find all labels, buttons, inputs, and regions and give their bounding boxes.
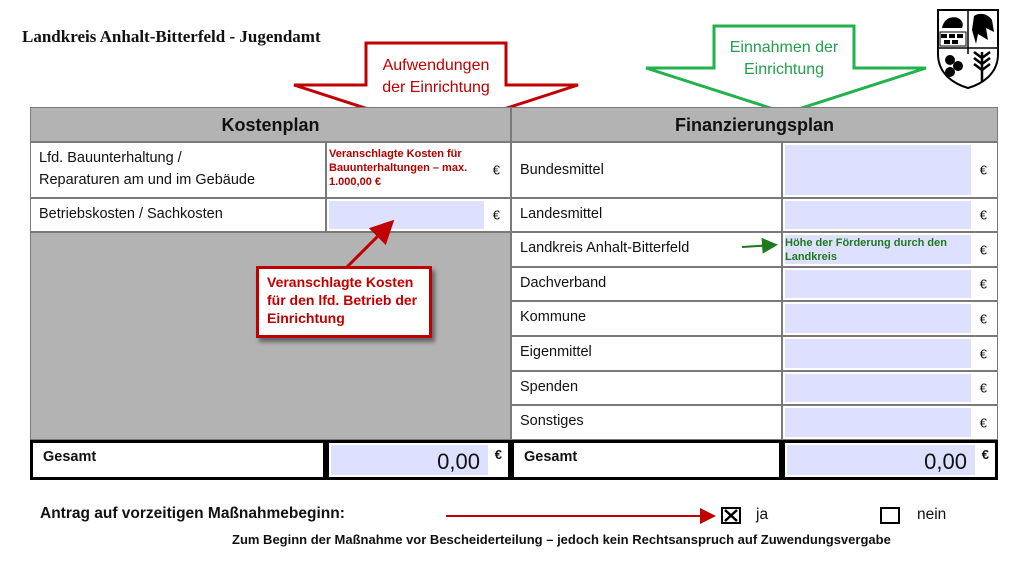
euro-sign: € [979,415,987,430]
euro-sign: € [979,346,987,361]
kosten-total-value: 0,00 [437,449,480,474]
finanz-row-label: Kommune [511,301,782,336]
antrag-footnote: Zum Beginn der Maßnahme vor Bescheiderteilung – jedoch kein Rechtsanspruch auf Zuwendungsvergabe [232,532,891,547]
euro-sign: € [981,447,989,462]
ja-label: ja [756,506,769,523]
finanz-row-label: Landkreis Anhalt-Bitterfeld [511,232,782,267]
euro-sign: € [979,311,987,326]
finanz-row-label: Sonstiges [511,405,782,440]
kosten-row-label: Betriebskosten / Sachkosten [30,198,326,232]
finanz-total-label: Gesamt [511,440,782,480]
euro-sign: € [979,380,987,396]
bauunterhaltung-note: Veranschlagte Kosten für Bauunterhaltungen – max. 1.000,00 € [329,148,468,188]
ja-checkbox[interactable] [721,507,741,524]
kosten-row-label: Lfd. Bauunterhaltung / Reparaturen am und im Gebäude [30,142,326,198]
finanz-total-value: 0,00 [924,449,967,474]
euro-sign: € [494,447,502,462]
nein-checkbox[interactable] [880,507,900,524]
finanzierungsplan-header: Finanzierungsplan [511,107,998,142]
landkreis-note: Höhe der Förderung durch den Landkreis [785,237,947,263]
euro-sign: € [492,207,500,223]
euro-sign: € [979,276,987,292]
finanz-row-label: Spenden [511,371,782,405]
finanz-row-label: Landesmittel [511,198,782,232]
nein-label: nein [917,506,947,523]
expenses-arrow-label: Aufwendungen der Einrichtung [382,57,490,96]
antrag-label: Antrag auf vorzeitigen Maßnahmebeginn: [40,505,345,522]
finanz-row-label: Dachverband [511,267,782,301]
finanz-row-label: Eigenmittel [511,336,782,371]
euro-sign: € [492,162,500,178]
check-x-icon [723,509,739,522]
income-arrow-label: Einnahmen der Einrichtung [729,39,839,78]
finanz-row-label: Bundesmittel [511,142,782,198]
betrieb-callout: Veranschlagte Kosten für den lfd. Betrieb der Einrichtung [256,266,432,338]
page-title: Landkreis Anhalt-Bitterfeld - Jugendamt [22,27,321,46]
euro-sign: € [979,242,987,257]
kostenplan-header: Kostenplan [30,107,511,142]
euro-sign: € [979,207,987,223]
kosten-total-label: Gesamt [30,440,326,480]
landkreis-arrow-icon [742,245,774,247]
callout-pointer-arrow [346,224,390,268]
euro-sign: € [979,162,987,178]
